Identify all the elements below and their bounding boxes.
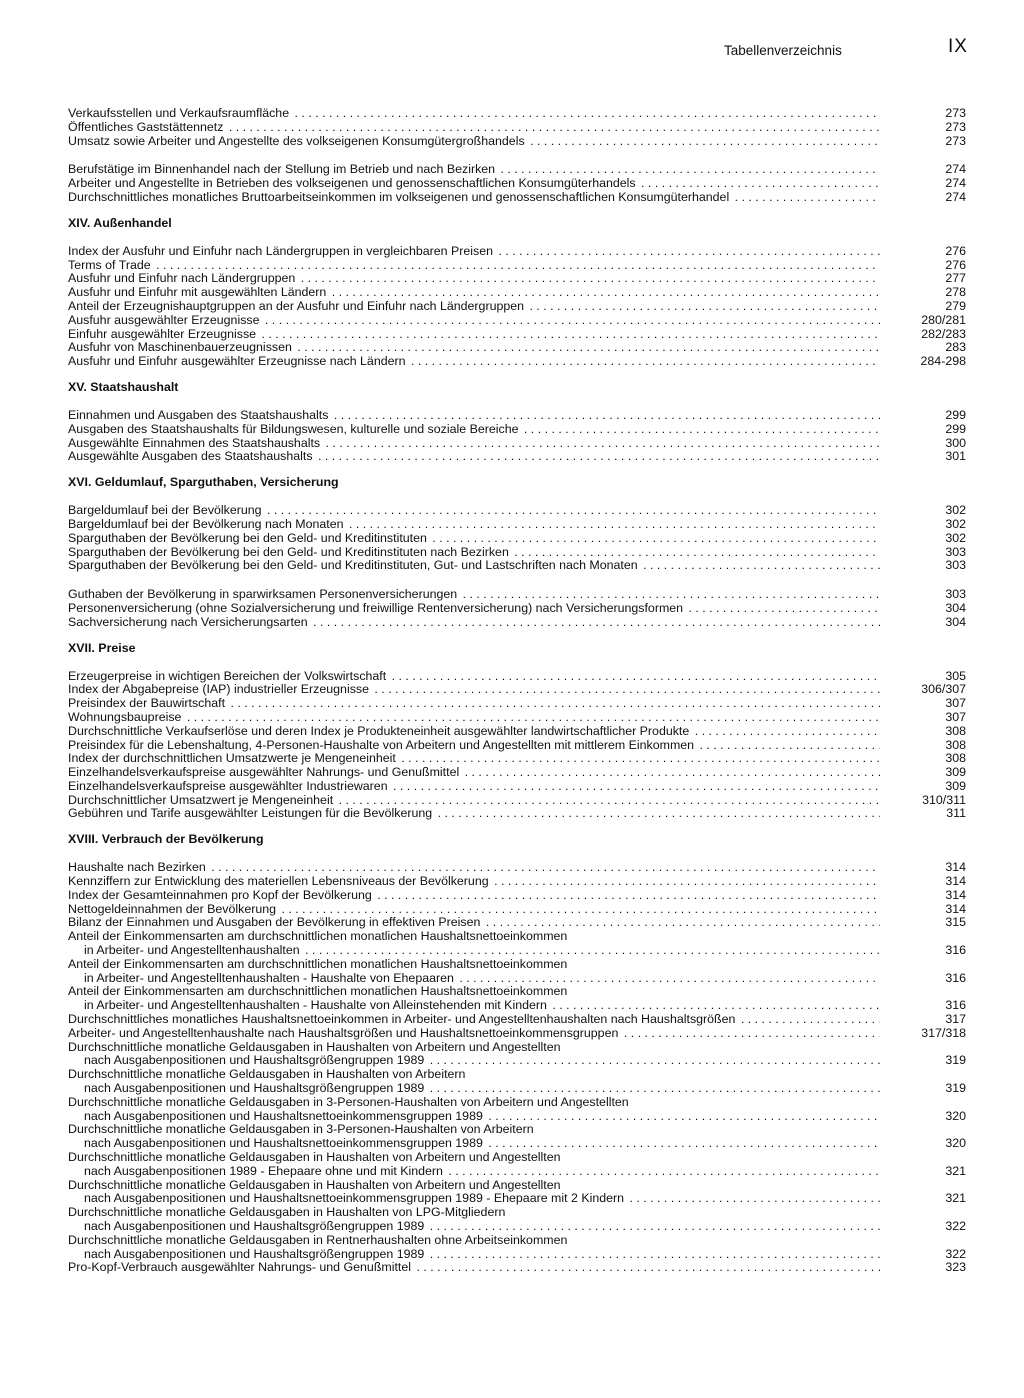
toc-entry[interactable]	[68, 602, 968, 616]
toc-entry-text: Index der Abgabepreise (IAP) industrieller Erzeugnisse	[68, 683, 369, 697]
toc-entry[interactable]	[68, 121, 968, 135]
toc-entry-text: Durchschnittlicher Umsatzwert je Mengeneinheit	[68, 793, 334, 807]
toc-entry[interactable]	[68, 259, 968, 273]
toc-entry-page: 278	[945, 285, 966, 300]
toc-entry[interactable]	[68, 985, 968, 1013]
toc-entry-page: 320	[945, 1108, 966, 1123]
toc-entry-label	[68, 875, 880, 889]
toc-entry-label	[68, 602, 880, 616]
toc-entry-text: Durchschnittliches monatliches Haushaltsnettoeinkommen in Arbeiter- und Angestelltenhaushalten nach Haushaltsgrößen	[68, 1013, 736, 1027]
toc-entry[interactable]	[68, 341, 968, 355]
toc-entry-text: nach Ausgabenpositionen und Haushaltsnettoeinkommensgruppen 1989	[84, 1109, 483, 1123]
toc-entry-title: Durchschnittliche monatliche Geldausgaben in Haushalten von Arbeitern	[68, 1067, 466, 1082]
toc-entry-text: Nettogeldeinnahmen der Bevölkerung	[68, 902, 277, 916]
toc-entry[interactable]	[68, 437, 968, 451]
toc-entry-label	[68, 861, 880, 875]
toc-entry[interactable]	[68, 355, 968, 369]
toc-entry-text: Sachversicherung nach Versicherungsarten	[68, 615, 308, 629]
toc-entry-text: Durchschnittliche Verkaufserlöse und deren Index je Produkteneinheit ausgewählter landwirtschaftlicher Produkte	[68, 724, 690, 738]
toc-entry-text: Ausgewählte Einnahmen des Staatshaushalts	[68, 436, 321, 450]
toc-entry[interactable]	[68, 272, 968, 286]
toc-entry-text: Terms of Trade	[68, 258, 151, 272]
toc-entry-text: nach Ausgabenpositionen und Haushaltsgrößengruppen 1989	[84, 1054, 425, 1068]
running-title: Tabellenverzeichnis	[724, 43, 842, 58]
toc-entry[interactable]	[68, 328, 968, 342]
toc-entry[interactable]	[68, 1151, 968, 1179]
toc-entry-label	[68, 135, 880, 149]
toc-entry[interactable]	[68, 1096, 968, 1124]
toc-entry-page: 302	[945, 503, 966, 518]
toc-entry-text: Umsatz sowie Arbeiter und Angestellte des volkseigenen Konsumgütergroßhandels	[68, 134, 525, 148]
toc-entry[interactable]	[68, 1013, 968, 1027]
toc-entry-label	[68, 711, 880, 725]
toc-entry-label	[68, 504, 880, 518]
toc-group	[68, 381, 968, 464]
toc-group	[68, 163, 968, 204]
toc-entry-page: 274	[945, 162, 966, 177]
toc-entry-label	[68, 780, 880, 794]
toc-entry-text: Sparguthaben der Bevölkerung bei den Geld- und Kreditinstituten	[68, 531, 427, 545]
toc-entry-label	[68, 437, 880, 451]
toc-entry[interactable]	[68, 725, 968, 739]
toc-entry-text: Haushalte nach Bezirken	[68, 861, 206, 875]
toc-entry[interactable]	[68, 135, 968, 149]
toc-entry-label	[68, 697, 880, 711]
page-number: IX	[948, 36, 968, 57]
toc-entry-page: 308	[945, 723, 966, 738]
toc-entry-page: 304	[945, 600, 966, 615]
toc-entry-label	[68, 121, 880, 135]
toc-entry[interactable]	[68, 588, 968, 602]
toc-entry[interactable]	[68, 711, 968, 725]
toc-entry-page: 316	[945, 970, 966, 985]
toc-entry[interactable]	[68, 903, 968, 917]
toc-entry-text: Arbeiter und Angestellte in Betrieben des volkseigenen und genossenschaftlichen Konsumgüterhandels	[68, 177, 636, 191]
toc-entry-label	[68, 1220, 880, 1234]
toc-entry-text: Bilanz der Einnahmen und Ausgaben der Bevölkerung in effektiven Preisen	[68, 916, 481, 930]
toc-entry-page: 304	[945, 614, 966, 629]
toc-entry-label	[68, 616, 880, 630]
toc-entry-title: Durchschnittliche monatliche Geldausgaben in Haushalten von Arbeitern und Angestellten	[68, 1177, 561, 1192]
toc-group	[68, 217, 968, 369]
toc-group	[68, 833, 968, 1275]
toc-entry-label	[68, 944, 880, 958]
toc-entry-label	[68, 1013, 880, 1027]
toc-entry-page: 273	[945, 133, 966, 148]
toc-entry-label	[68, 518, 880, 532]
toc-entry-page: 301	[945, 449, 966, 464]
toc-entry[interactable]	[68, 245, 968, 259]
toc-entry-text: Ausfuhr ausgewählter Erzeugnisse	[68, 313, 260, 327]
toc-entry-label	[68, 107, 880, 121]
toc-entry-text: Ausgaben des Staatshaushalts für Bildungswesen, kulturelle und soziale Bereiche	[68, 422, 519, 436]
toc-entry[interactable]	[68, 752, 968, 766]
toc-entry[interactable]	[68, 1123, 968, 1151]
toc-entry-page: 316	[945, 943, 966, 958]
toc-entry[interactable]	[68, 1234, 968, 1262]
toc-entry-page: 277	[945, 271, 966, 286]
toc-entry-title: Durchschnittliche monatliche Geldausgaben in Rentnerhaushalten ohne Arbeitseinkommen	[68, 1232, 568, 1247]
toc-entry-page: 314	[945, 887, 966, 902]
toc-entry-text: Wohnungsbaupreise	[68, 710, 182, 724]
toc-entry-text: nach Ausgabenpositionen und Haushaltsgrößengruppen 1989	[84, 1082, 425, 1096]
toc-entry[interactable]	[68, 286, 968, 300]
toc-entry-title: Anteil der Einkommensarten am durchschnittlichen monatlichen Haushaltsnettoeinkommen	[68, 929, 568, 944]
toc-entry-page: 274	[945, 176, 966, 191]
toc-entry-page: 309	[945, 778, 966, 793]
toc-entry[interactable]	[68, 518, 968, 532]
toc-entry-page: 319	[945, 1081, 966, 1096]
toc-entry-label	[68, 670, 880, 684]
toc-entry-label	[68, 300, 880, 314]
toc-entry-page: 282/283	[921, 326, 966, 341]
toc-entry[interactable]	[68, 504, 968, 518]
toc-entry-page: 302	[945, 516, 966, 531]
toc-entry-page: 308	[945, 751, 966, 766]
toc-group	[68, 588, 968, 629]
toc-entry[interactable]	[68, 794, 968, 808]
toc-entry-text: nach Ausgabenpositionen und Haushaltsgrößengruppen 1989	[84, 1247, 425, 1261]
toc-entry-label	[68, 546, 880, 560]
toc-entry-page: 321	[945, 1163, 966, 1178]
page-header	[0, 36, 1024, 64]
toc-entry[interactable]	[68, 1068, 968, 1096]
toc-entry[interactable]	[68, 780, 968, 794]
toc-entry-text: Ausfuhr von Maschinenbauerzeugnissen	[68, 341, 292, 355]
toc-entry-page: 311	[946, 806, 966, 821]
toc-entry-text: Pro-Kopf-Verbrauch ausgewählter Nahrungs- und Genußmittel	[68, 1261, 411, 1275]
toc-entry-label	[68, 807, 880, 821]
toc-entry-page: 300	[945, 435, 966, 450]
toc-entry-text: in Arbeiter- und Angestelltenhaushalten - Haushalte von Ehepaaren	[84, 971, 454, 985]
toc-entry-label	[68, 1137, 880, 1151]
toc-entry-text: Preisindex für die Lebenshaltung, 4-Personen-Haushalte von Arbeitern und Angestellten mit mittlerem Einkommen	[68, 738, 695, 752]
toc-entry-text: Verkaufsstellen und Verkaufsraumfläche	[68, 107, 290, 120]
toc-entry-page: 314	[945, 874, 966, 889]
toc-entry-text: Bargeldumlauf bei der Bevölkerung	[68, 504, 262, 518]
toc-entry-page: 314	[945, 901, 966, 916]
toc-entry[interactable]	[68, 739, 968, 753]
toc-entry-label	[68, 163, 880, 177]
toc-entry-title: Durchschnittliche monatliche Geldausgaben in Haushalten von LPG-Mitgliedern	[68, 1205, 506, 1220]
toc-entry[interactable]	[68, 1261, 968, 1275]
toc-entry-page: 276	[945, 257, 966, 272]
toc-entry-page: 284-298	[920, 354, 966, 369]
toc-entry-text: Index der Ausfuhr und Einfuhr nach Ländergruppen in vergleichbaren Preisen	[68, 244, 494, 258]
toc-entry-text: Einzelhandelsverkaufspreise ausgewählter Industriewaren	[68, 779, 388, 793]
toc-entry-page: 322	[945, 1219, 966, 1233]
toc-entry-label	[68, 245, 880, 259]
toc-entry[interactable]	[68, 697, 968, 711]
toc-entry-text: in Arbeiter- und Angestelltenhaushalten	[84, 944, 300, 958]
toc-entry[interactable]	[68, 1206, 968, 1234]
toc-entry-text: Personenversicherung (ohne Sozialversicherung und freiwillige Rentenversicherung) nach Versicherungsformen	[68, 601, 684, 615]
toc-entry-label	[68, 314, 880, 328]
table-of-contents	[68, 107, 968, 1275]
toc-entry-text: in Arbeiter- und Angestelltenhaushalten - Haushalte von Alleinstehenden mit Kindern	[84, 999, 547, 1013]
toc-entry[interactable]	[68, 1179, 968, 1207]
toc-entry-label	[68, 752, 880, 766]
toc-entry-label	[68, 559, 880, 573]
toc-entry-title: Durchschnittliche monatliche Geldausgaben in Haushalten von Arbeitern und Angestellten	[68, 1039, 561, 1054]
toc-entry-page: 317/318	[921, 1025, 966, 1040]
toc-entry-page: 319	[945, 1053, 966, 1068]
toc-entry[interactable]	[68, 409, 968, 423]
toc-entry[interactable]	[68, 958, 968, 986]
toc-entry-text: Arbeiter- und Angestelltenhaushalte nach Haushaltsgrößen und Haushaltsnettoeinkommensgruppen	[68, 1026, 619, 1040]
toc-entry[interactable]	[68, 314, 968, 328]
toc-entry-page: 276	[945, 243, 966, 258]
toc-entry-label	[68, 409, 880, 423]
section-heading: XVI. Geldumlauf, Sparguthaben, Versicherung	[68, 475, 339, 490]
toc-entry[interactable]	[68, 670, 968, 684]
toc-entry-page: 317	[945, 1012, 966, 1027]
toc-entry-text: Sparguthaben der Bevölkerung bei den Geld- und Kreditinstituten nach Bezirken	[68, 545, 509, 559]
toc-entry-text: Index der durchschnittlichen Umsatzwerte je Mengeneinheit	[68, 752, 396, 766]
toc-entry-label	[68, 341, 880, 355]
toc-entry[interactable]	[68, 683, 968, 697]
toc-entry-label	[68, 1054, 880, 1068]
toc-entry-label	[68, 1165, 880, 1179]
toc-entry[interactable]	[68, 546, 968, 560]
toc-entry-page: 307	[945, 696, 966, 711]
toc-entry-page: 303	[945, 587, 966, 602]
section-heading: XVIII. Verbrauch der Bevölkerung	[68, 832, 264, 847]
toc-entry[interactable]	[68, 1041, 968, 1069]
toc-entry[interactable]	[68, 423, 968, 437]
toc-entry-text: Guthaben der Bevölkerung in sparwirksamen Personenversicherungen	[68, 588, 458, 602]
toc-entry-title: Anteil der Einkommensarten am durchschnittlichen monatlichen Haushaltsnettoeinkommen	[68, 956, 568, 971]
toc-entry-page: 299	[945, 407, 966, 422]
toc-entry-page: 314	[945, 860, 966, 875]
toc-entry[interactable]	[68, 559, 968, 573]
toc-entry-label	[68, 1261, 880, 1275]
toc-entry-page: 320	[945, 1136, 966, 1151]
toc-entry-page: 303	[945, 544, 966, 559]
toc-entry-page: 310/311	[922, 792, 966, 807]
toc-entry-title: Durchschnittliche monatliche Geldausgaben in Haushalten von Arbeitern und Angestellten	[68, 1150, 561, 1165]
toc-group	[68, 107, 968, 148]
toc-entry[interactable]	[68, 766, 968, 780]
toc-entry[interactable]	[68, 163, 968, 177]
toc-entry-label	[68, 903, 880, 917]
toc-entry-page: 303	[945, 558, 966, 573]
toc-entry-label	[68, 1110, 880, 1124]
toc-entry-text: Ausfuhr und Einfuhr ausgewählter Erzeugnisse nach Ländern	[68, 355, 406, 369]
section-heading: XVII. Preise	[68, 640, 136, 655]
toc-entry-text: nach Ausgabenpositionen und Haushaltsnettoeinkommensgruppen 1989	[84, 1137, 483, 1151]
toc-entry-text: Kennziffern zur Entwicklung des materiellen Lebensniveaus der Bevölkerung	[68, 875, 489, 889]
toc-entry-label	[68, 423, 880, 437]
toc-entry-text: Einfuhr ausgewählter Erzeugnisse	[68, 327, 257, 341]
toc-entry-label	[68, 766, 880, 780]
toc-entry-page: 315	[945, 915, 966, 930]
toc-entry-label	[68, 177, 880, 191]
toc-entry-page: 316	[945, 998, 966, 1013]
toc-entry-text: Preisindex der Bauwirtschaft	[68, 697, 226, 711]
toc-entry-page: 308	[945, 737, 966, 752]
toc-entry-text: Index der Gesamteinnahmen pro Kopf der Bevölkerung	[68, 888, 372, 902]
toc-entry-text: nach Ausgabenpositionen 1989 - Ehepaare ohne und mit Kindern	[84, 1164, 443, 1178]
toc-entry-page: 306/307	[921, 682, 966, 697]
toc-entry-page: 274	[945, 189, 966, 204]
toc-entry-page: 280/281	[921, 312, 966, 327]
toc-entry-label	[68, 1248, 880, 1262]
toc-entry-text: Berufstätige im Binnenhandel nach der Stellung im Betrieb und nach Bezirken	[68, 163, 496, 177]
toc-entry-text: Sparguthaben der Bevölkerung bei den Geld- und Kreditinstituten, Gut- und Lastschriften nach Monaten	[68, 559, 638, 573]
toc-entry-page: 279	[945, 298, 966, 313]
toc-entry-label	[68, 532, 880, 546]
toc-entry-text: Anteil der Erzeugnishauptgruppen an der Ausfuhr und Einfuhr nach Ländergruppen	[68, 299, 525, 313]
toc-entry-text: Gebühren und Tarife ausgewählter Leistungen für die Bevölkerung	[68, 807, 433, 821]
toc-entry-label	[68, 259, 880, 273]
toc-entry-text: Erzeugerpreise in wichtigen Bereichen der Volkswirtschaft	[68, 669, 387, 683]
toc-entry-label	[68, 999, 880, 1013]
toc-entry-label	[68, 725, 880, 739]
toc-entry-text: Ausfuhr und Einfuhr nach Ländergruppen	[68, 272, 296, 286]
toc-entry-title: Durchschnittliche monatliche Geldausgaben in 3-Personen-Haushalten von Arbeitern und Angestellten	[68, 1094, 629, 1109]
toc-entry-text: Ausgewählte Ausgaben des Staatshaushalts	[68, 450, 313, 464]
toc-entry-text: Öffentliches Gaststättennetz	[68, 120, 224, 134]
toc-entry[interactable]	[68, 916, 968, 930]
toc-entry-page: 273	[945, 106, 966, 120]
toc-entry-label	[68, 972, 880, 986]
toc-group	[68, 642, 968, 822]
toc-entry-label	[68, 794, 880, 808]
toc-entry-label	[68, 1027, 880, 1041]
toc-entry[interactable]	[68, 889, 968, 903]
toc-entry-text: Bargeldumlauf bei der Bevölkerung nach Monaten	[68, 517, 344, 531]
toc-entry-title: Durchschnittliche monatliche Geldausgaben in 3-Personen-Haushalten von Arbeitern	[68, 1122, 534, 1137]
toc-entry-page: 299	[945, 421, 966, 436]
toc-entry[interactable]	[68, 616, 968, 630]
toc-entry-label	[68, 889, 880, 903]
toc-entry-label	[68, 588, 880, 602]
toc-entry[interactable]	[68, 191, 968, 205]
section-heading: XV. Staatshaushalt	[68, 379, 179, 394]
toc-entry-page: 273	[945, 119, 966, 134]
toc-entry-title: Anteil der Einkommensarten am durchschnittlichen monatlichen Haushaltsnettoeinkommen	[68, 984, 568, 999]
toc-entry-text: Durchschnittliches monatliches Bruttoarbeitseinkommen im volkseigenen und genossenschaftlichen Konsumgüterhandel	[68, 190, 730, 204]
toc-entry-page: 302	[945, 530, 966, 545]
toc-entry-text: Einzelhandelsverkaufspreise ausgewählter Nahrungs- und Genußmittel	[68, 766, 460, 780]
toc-entry[interactable]	[68, 807, 968, 821]
toc-entry-label	[68, 916, 880, 930]
toc-entry[interactable]	[68, 177, 968, 191]
toc-entry-page: 309	[945, 765, 966, 780]
toc-entry-page: 307	[945, 709, 966, 724]
toc-entry-label	[68, 1082, 880, 1096]
toc-entry[interactable]	[68, 930, 968, 958]
toc-entry-page: 283	[945, 340, 966, 355]
toc-entry-label	[68, 739, 880, 753]
toc-entry-text: nach Ausgabenpositionen und Haushaltsgrößengruppen 1989	[84, 1220, 425, 1233]
toc-entry[interactable]	[68, 450, 968, 464]
toc-entry-label	[68, 450, 880, 464]
toc-entry-label	[68, 328, 880, 342]
toc-entry-page: 305	[945, 668, 966, 683]
toc-group	[68, 476, 968, 573]
toc-entry[interactable]	[68, 532, 968, 546]
toc-entry-label	[68, 286, 880, 300]
toc-entry[interactable]	[68, 1027, 968, 1041]
toc-entry[interactable]	[68, 861, 968, 875]
toc-entry-page: 323	[945, 1260, 966, 1275]
toc-entry-label	[68, 355, 880, 369]
toc-entry-label	[68, 683, 880, 697]
toc-entry-page: 321	[945, 1191, 966, 1206]
toc-entry-label	[68, 191, 880, 205]
toc-entry[interactable]	[68, 300, 968, 314]
toc-entry-text: Einnahmen und Ausgaben des Staatshaushalts	[68, 408, 329, 422]
toc-entry-label	[68, 272, 880, 286]
toc-entry-label	[68, 1192, 880, 1206]
toc-entry-page: 322	[945, 1246, 966, 1261]
toc-entry-text: Ausfuhr und Einfuhr mit ausgewählten Ländern	[68, 286, 327, 300]
toc-entry-text: nach Ausgabenpositionen und Haushaltsnettoeinkommensgruppen 1989 - Ehepaare mit 2 Kindern	[84, 1192, 625, 1206]
section-heading: XIV. Außenhandel	[68, 215, 172, 230]
toc-entry[interactable]	[68, 107, 968, 121]
toc-entry[interactable]	[68, 875, 968, 889]
